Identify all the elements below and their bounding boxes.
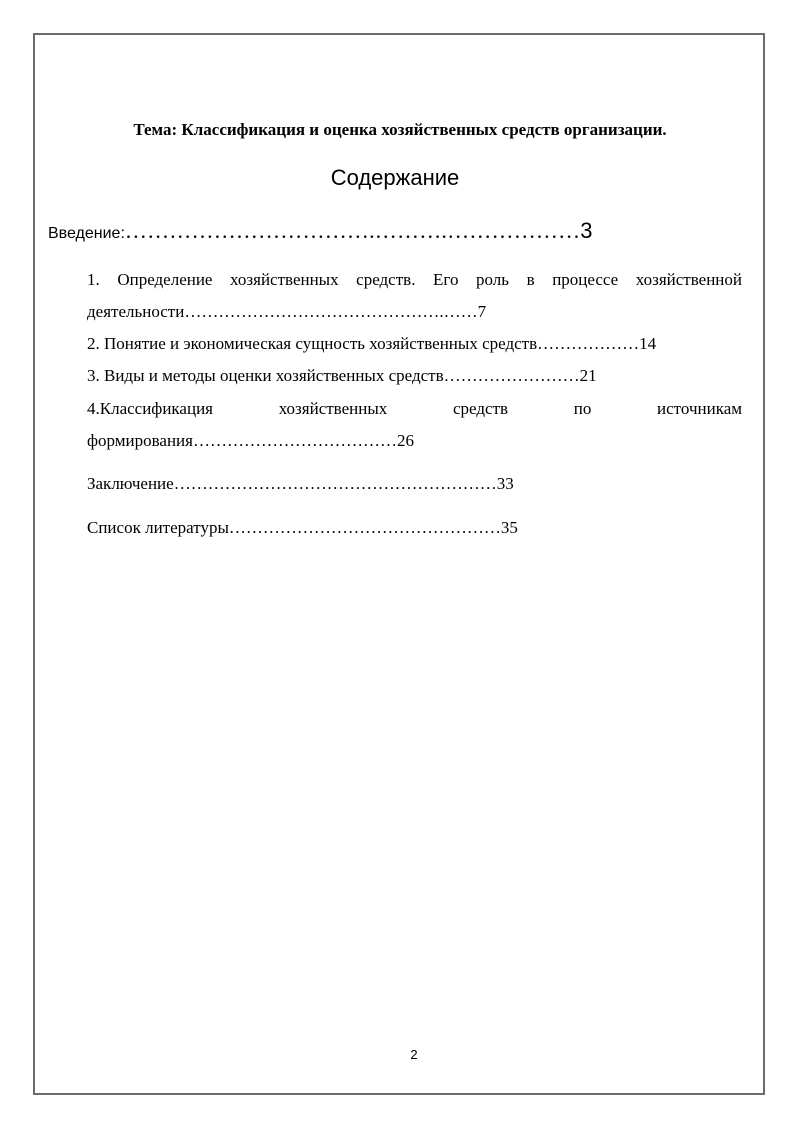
- toc-entry-text: Список литературы…………………………………………35: [87, 518, 518, 537]
- toc-entry-text: 2. Понятие и экономическая сущность хозяйственных средств………………14: [87, 334, 657, 353]
- toc-entry-conclusion: [87, 468, 742, 500]
- toc-leader-dots: …………………………….……….………………: [124, 218, 581, 243]
- page-number: 2: [410, 1047, 418, 1062]
- toc-entry-text: Заключение…………………………………………………33: [87, 474, 514, 493]
- toc-entry-3: [87, 360, 742, 392]
- toc-entry-text: 1. Определение хозяйственных средств. Его роль в процессе хозяйственной: [87, 270, 742, 289]
- contents-heading: Содержание: [330, 165, 460, 190]
- toc-entry-label: Введение:: [48, 225, 125, 242]
- toc-entry-1: [87, 264, 742, 328]
- toc-entry-4: [87, 393, 742, 457]
- toc-entry-text-continued: деятельности……………………………………….……7: [87, 302, 487, 321]
- toc-entry-text: 4.Классификация хозяйственных средств по источникам: [87, 399, 742, 418]
- toc-entry-introduction: [48, 217, 593, 248]
- toc-entry-text-continued: формирования………………………………26: [87, 431, 414, 450]
- toc-entry-references: [87, 512, 742, 544]
- document-topic: Тема: Классификация и оценка хозяйственных средств организации.: [133, 120, 667, 139]
- toc-entry-2: [87, 328, 742, 360]
- toc-entry-text: 3. Виды и методы оценки хозяйственных средств……………………21: [87, 366, 597, 385]
- toc-page-number: 3: [580, 218, 593, 243]
